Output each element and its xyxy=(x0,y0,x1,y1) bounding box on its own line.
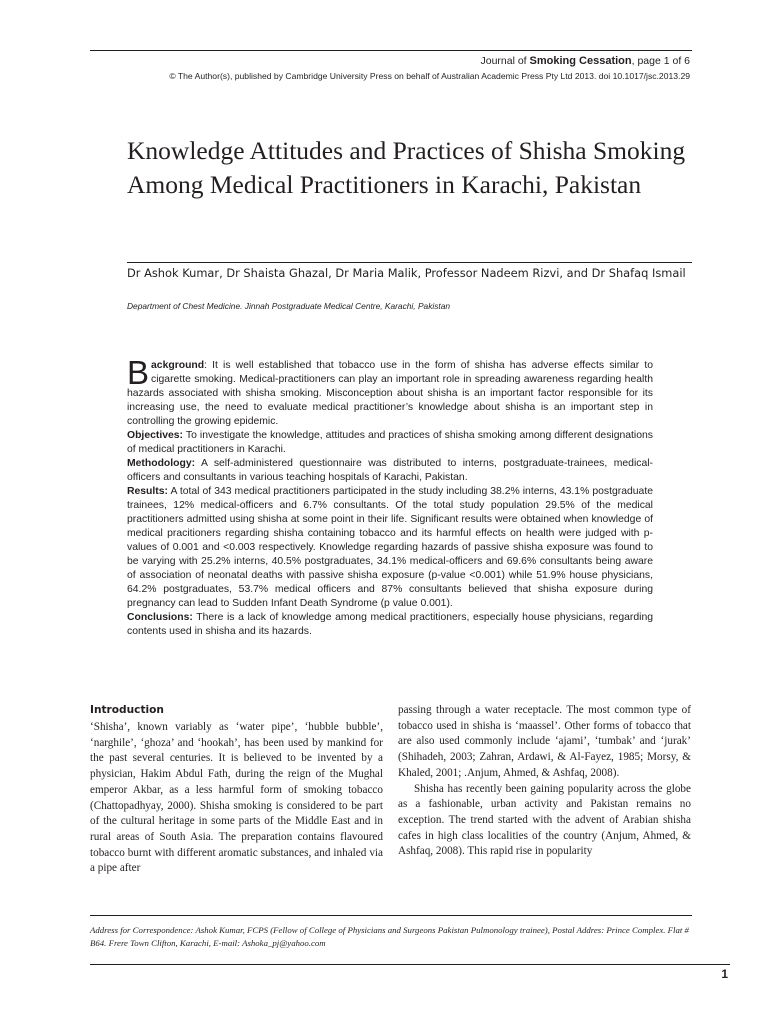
footnote-rule xyxy=(90,915,692,916)
body-column-left xyxy=(90,703,383,877)
paragraph: ‘Shisha’, known variably as ‘water pipe’, ‘hubble bubble’, ‘narghile’, ‘ghoza’ and ‘hookah’, has been used by mankind for the past several centuries. It is believed to be invented by a physician, Hakim Abdul Fath, during the reign of the Mughal emperor Akbar, as a less harmful form of smoking tobacco (Chattopadhyay, 2000). Shisha smoking is considered to be part of the cultural heritage in some parts of the Middle East and in rural areas of South Asia. The preparation contains flavoured tobacco burnt with different aromatic substances, and inhaled via a pipe after xyxy=(90,721,383,875)
body-column-right xyxy=(398,703,691,860)
abstract-objectives: Objectives: To investigate the knowledge, attitudes and practices of shisha smoking among different designations of medical practitioners in Karachi. xyxy=(127,430,653,455)
paragraph: Shisha has recently been gaining popularity across the globe as a fashionable, urban activity and Pakistan remains no exception. The trend started with the advent of Arabian shisha cafes in high class localities of the country (Anjum, Ahmed, & Ashfaq, 2008). This rapid rise in popularity xyxy=(398,782,691,858)
section-heading-introduction: Introduction xyxy=(90,704,164,716)
abstract-conclusions: Conclusions: There is a lack of knowledge among medical practitioners, especially house physicians, regarding contents used in shisha and its hazards. xyxy=(127,612,653,637)
author-list: Dr Ashok Kumar, Dr Shaista Ghazal, Dr Maria Malik, Professor Nadeem Rizvi, and Dr Shafaq Ismail xyxy=(127,266,686,280)
article-title: Knowledge Attitudes and Practices of Shisha Smoking Among Medical Practitioners in Karachi, Pakistan xyxy=(127,136,686,199)
dropcap: B xyxy=(127,354,150,391)
abstract-results: Results: A total of 343 medical practitioners participated in the study including 38.2% interns, 43.1% postgraduate trainees, 12% medical-officers and 6.7% consultants. Of the total study population 29.5% of the medical practitioners admitted using shisha at some point in their life. Significant results were obtained when knowledge of medical pracitioners regarding shisha containing tobacco and its harmful effects on health were judged with p-values of 0.001 and <0.003 respectively. Knowledge regarding hazards of passive shisha exposure was found to be varying with 25.2% interns, 40.5% postgraduates, 34.1% medical-officers and 69.6% consultants being aware of association of neonatal deaths with passive shisha exposure (p-value <0.001) while 51.9% house physicians, 64.2% postgraduates, 53.7% medical officers and 87% consultants believed that shisha exposure during pregnancy can lead to Sudden Infant Death Syndrome (p value 0.001). xyxy=(127,486,653,609)
top-rule xyxy=(90,50,692,51)
abstract xyxy=(127,354,653,639)
journal-name: Smoking Cessation xyxy=(529,55,632,67)
affiliation: Department of Chest Medicine. Jinnah Postgraduate Medical Centre, Karachi, Pakistan xyxy=(127,301,451,311)
authors-rule xyxy=(127,262,692,263)
correspondence-footnote: Address for Correspondence: Ashok Kumar, FCPS (Fellow of College of Physicians and Surgeons Pakistan Pulmonology trainee), Postal Addres: Prince Complex. Flat # B64. Frere Town Clifton, Karachi, E-mail: Ashoka_pj@yahoo.com xyxy=(90,925,689,948)
page-number: 1 xyxy=(721,967,728,981)
paragraph: passing through a water receptacle. The most common type of tobacco used in shisha is ‘maassel’. Other forms of tobacco that are also used commonly include ‘ajami’, ‘tumbak’ and ‘jurak’ (Shihadeh, 2003; Zahran, Ardawi, & Al-Fayez, 1985; Morsy, & Khaled, 2001; .Anjum, Ahmed, & Ashfaq, 2008). xyxy=(398,704,691,779)
copyright-icon: © xyxy=(169,71,176,81)
abstract-methodology: Methodology: A self-administered questionnaire was distributed to interns, postgraduate-trainees, medical-officers and consultants in various teaching hospitals of Karachi, Pakistan. xyxy=(127,458,653,483)
copyright-line: © The Author(s), published by Cambridge University Press on behalf of Australian Academic Press Pty Ltd 2013. doi 10.1017/jsc.2013.29 xyxy=(169,71,690,81)
journal-header: Journal of Smoking Cessation, page 1 of 6 xyxy=(480,55,690,67)
abstract-background: Background: It is well established that tobacco use in the form of shisha has adverse effects similar to cigarette smoking. Medical-practitioners can play an important role in spreading awareness regarding health hazards associated with shisha smoking. Misconception about shisha is an important factor responsible for its increasing use, the need to evaluate medical practitioner’s knowledge about shisha is an important step in controlling the growing epidemic. xyxy=(127,354,653,427)
bottom-rule xyxy=(90,964,730,965)
